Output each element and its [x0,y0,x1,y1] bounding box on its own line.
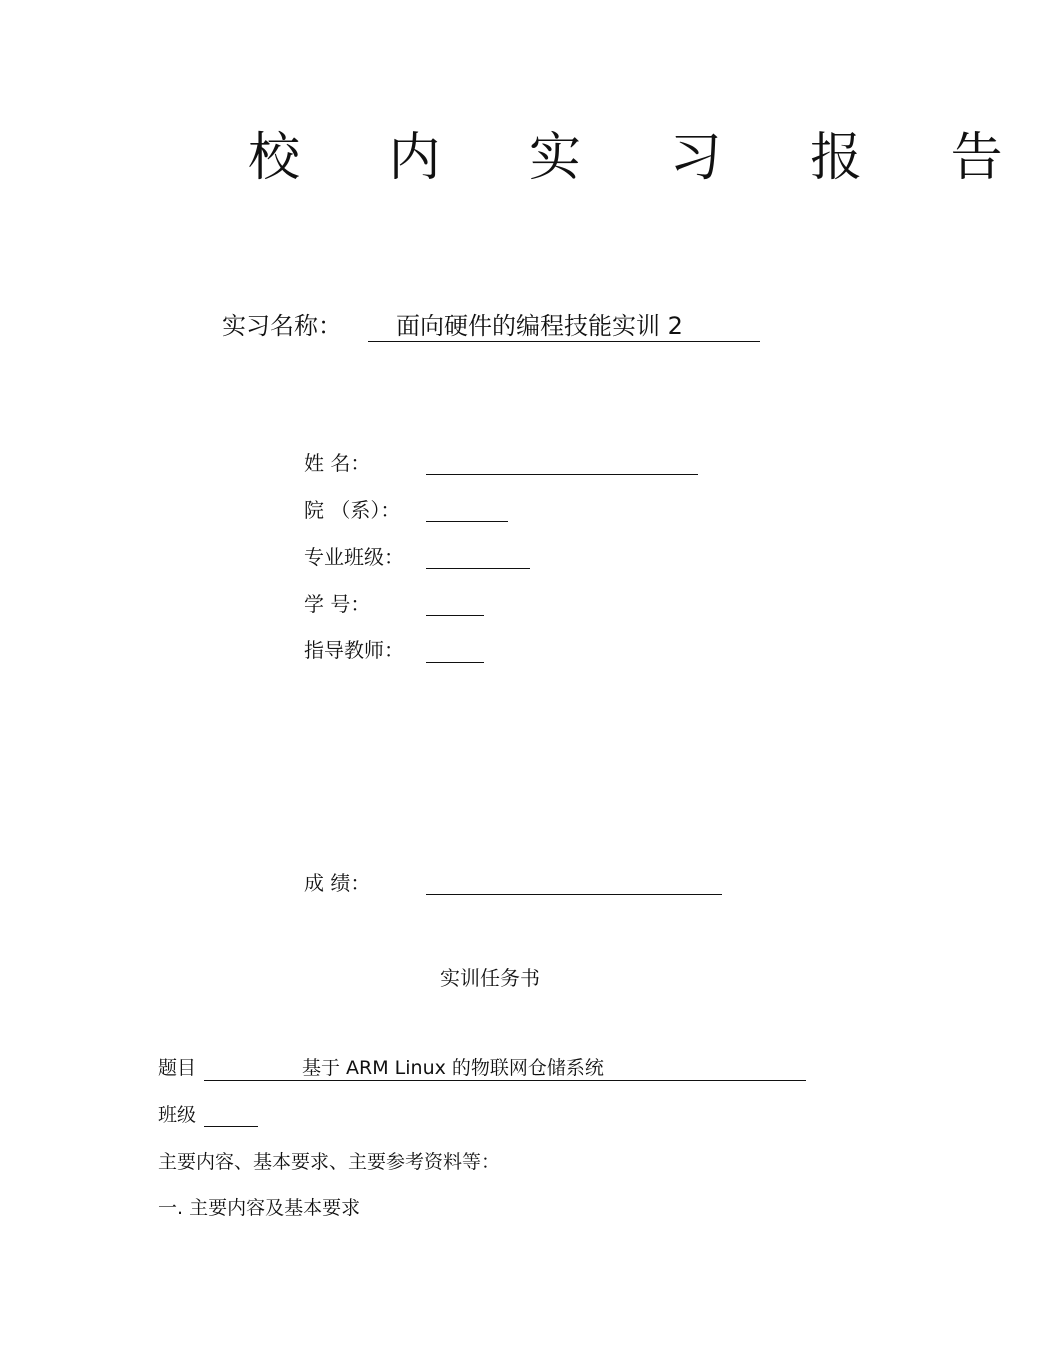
major-class-underline [426,568,530,569]
course-name-label: 实习名称： [222,312,342,340]
advisor-underline [426,662,484,663]
page-title: 校 内 实 习 报 告 [248,128,1039,188]
topic-label: 题目 [158,1057,197,1079]
task-book-title: 实训任务书 [440,966,540,990]
course-name-value: 面向硬件的编程技能实训 2 [368,312,760,342]
topic-value: 基于 ARM Linux 的物联网仓储系统 [204,1057,806,1081]
name-label: 姓 名： [304,451,371,475]
class-underline [204,1126,258,1127]
name-underline [426,474,698,475]
department-label: 院 （系）： [304,498,401,522]
contents-label: 主要内容、基本要求、主要参考资料等： [158,1151,501,1173]
class-label: 班级 [158,1104,197,1126]
major-class-label: 专业班级： [304,545,404,569]
student-id-label: 学 号： [304,592,371,616]
advisor-label: 指导教师： [304,638,404,662]
score-underline [426,894,722,895]
score-label: 成 绩： [304,871,371,895]
department-underline [426,521,508,522]
section-one-heading: 一. 主要内容及基本要求 [158,1197,361,1219]
student-id-underline [426,615,484,616]
